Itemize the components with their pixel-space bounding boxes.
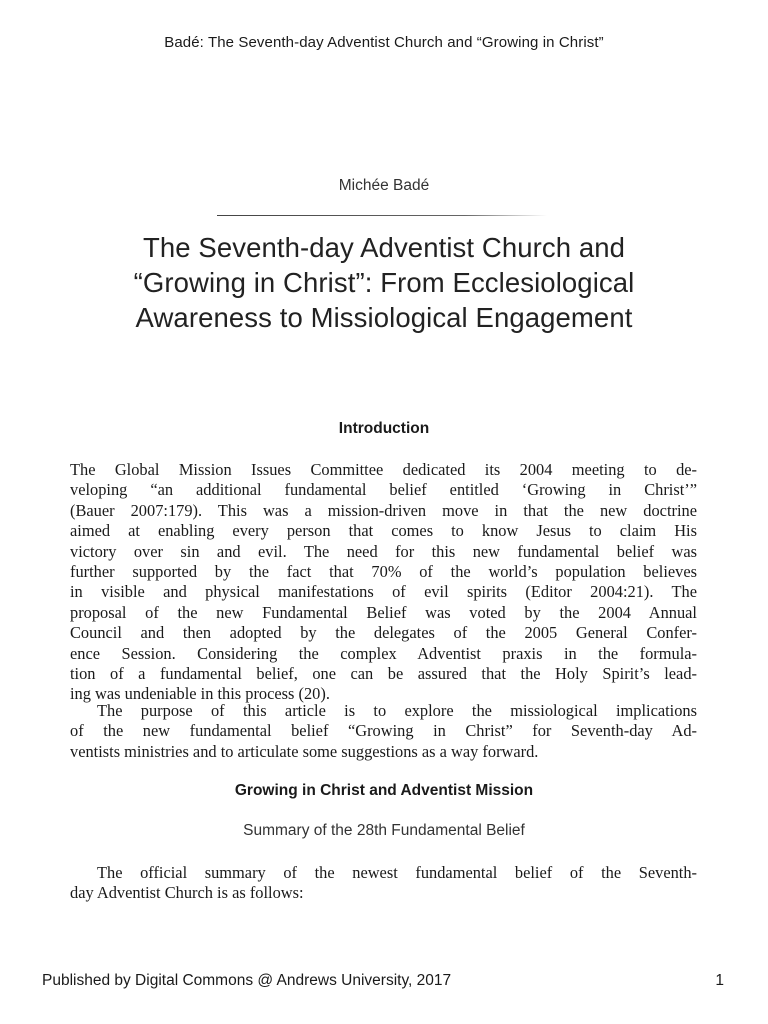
- introduction-paragraph: [70, 460, 697, 705]
- text-line: (Bauer 2007:179). This was a mission-driven move in that the new doctrine: [70, 500, 697, 520]
- title-line: “Growing in Christ”: From Ecclesiological: [133, 267, 635, 298]
- title-line: The Seventh-day Adventist Church and: [142, 232, 626, 263]
- article-title: [40, 230, 728, 335]
- text-line: Council and then adopted by the delegates of the 2005 General Confer-: [70, 623, 697, 643]
- text-line: ing was undeniable in this process (20).: [70, 684, 330, 704]
- author-name: Michée Badé: [338, 177, 430, 194]
- text-line: The purpose of this article is to explore the missiological implications: [97, 701, 697, 720]
- text-line: of the new fundamental belief “Growing in Christ” for Seventh-day Ad-: [70, 721, 697, 741]
- text-line: in visible and physical manifestations of evil spirits (Editor 2004:21). The: [70, 582, 697, 602]
- text-line: tion of a fundamental belief, one can be assured that the Holy Spirit’s lead-: [70, 664, 697, 684]
- purpose-paragraph: [70, 701, 697, 762]
- text-line: The Global Mission Issues Committee dedicated its 2004 meeting to de-: [70, 460, 697, 479]
- publisher-footer: Published by Digital Commons @ Andrews University, 2017: [42, 972, 452, 989]
- title-line: Awareness to Missiological Engagement: [135, 302, 633, 333]
- text-line: day Adventist Church is as follows:: [70, 883, 304, 903]
- running-header: Badé: The Seventh-day Adventist Church and “Growing in Christ”: [164, 34, 604, 51]
- text-line: veloping “an additional fundamental belief entitled ‘Growing in Christ’”: [70, 480, 697, 500]
- text-line: ventists ministries and to articulate some suggestions as a way forward.: [70, 741, 539, 761]
- text-line: further supported by the fact that 70% of the world’s population believes: [70, 562, 697, 582]
- text-line: aimed at enabling every person that comes to know Jesus to claim His: [70, 521, 697, 541]
- text-line: ence Session. Considering the complex Adventist praxis in the formula-: [70, 643, 697, 663]
- page-number: 1: [715, 972, 724, 989]
- text-line: proposal of the new Fundamental Belief was voted by the 2004 Annual: [70, 602, 697, 622]
- section-heading: Growing in Christ and Adventist Mission: [234, 782, 534, 799]
- title-divider: [217, 215, 547, 216]
- text-line: The official summary of the newest fundamental belief of the Seventh-: [97, 863, 697, 882]
- text-line: victory over sin and evil. The need for this new fundamental belief was: [70, 541, 697, 561]
- summary-paragraph: [70, 863, 697, 904]
- introduction-heading: Introduction: [338, 420, 430, 437]
- subsection-heading: Summary of the 28th Fundamental Belief: [243, 822, 525, 839]
